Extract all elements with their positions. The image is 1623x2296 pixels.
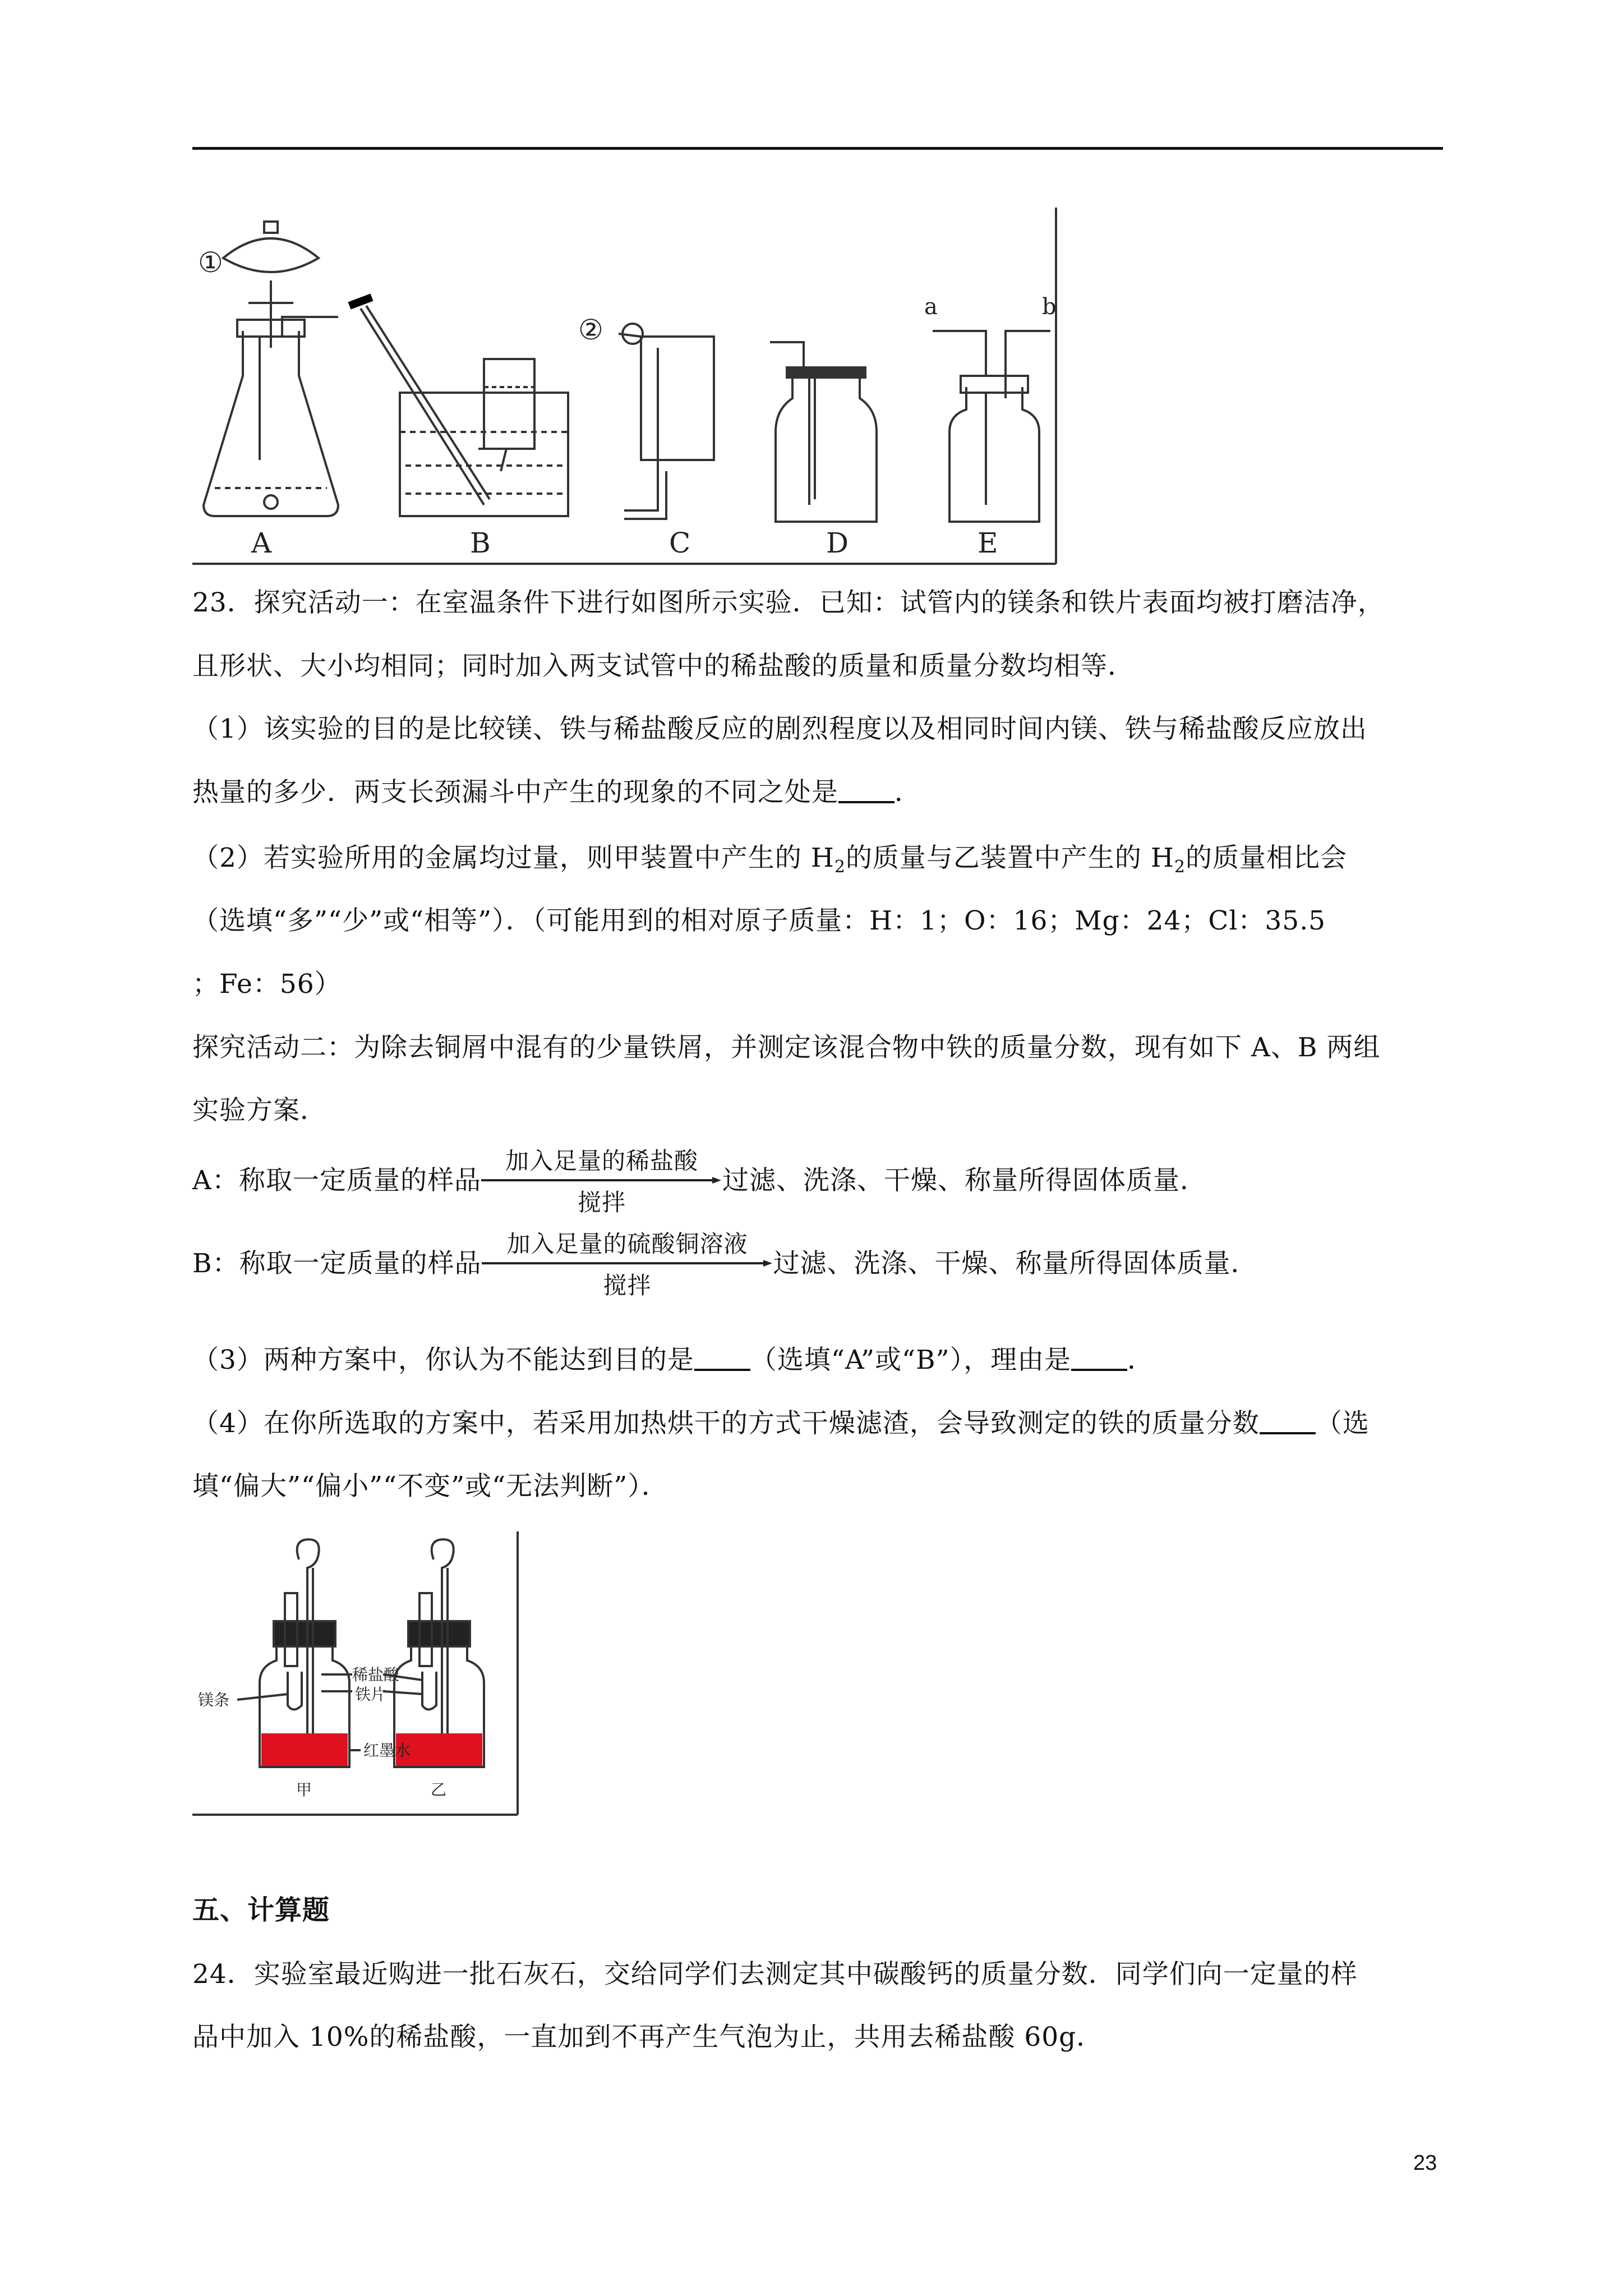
red-ink-jia — [261, 1733, 348, 1766]
label-dilute-hcl: 稀盐酸 — [352, 1665, 400, 1684]
plan-a-condition: 搅拌 — [577, 1189, 626, 1216]
label-jia: 甲 — [296, 1780, 312, 1799]
answer-blank-1[interactable] — [838, 779, 895, 803]
q23-part1-line2 — [192, 776, 921, 809]
answer-blank-4[interactable] — [1260, 1410, 1316, 1434]
q23-part2-text-b: 的质量与乙装置中产生的 H — [845, 843, 1174, 873]
q23-part1-text: 热量的多少．两支长颈漏斗中产生的现象的不同之处是 — [192, 777, 838, 808]
q23-part2-text-a: （2）若实验所用的金属均过量，则甲装置中产生的 H — [192, 843, 834, 873]
q23-part4-line2: 填“偏大”“偏小”“不变”或“无法判断”）． — [192, 1471, 668, 1502]
plan-a-steps: 过滤、洗涤、干燥、称量所得固体质量． — [722, 1165, 1207, 1196]
plan-a-prefix: A：称取一定质量的样品 — [192, 1165, 481, 1196]
q23-part2-line1 — [192, 841, 1347, 884]
arrow-icon — [482, 1259, 773, 1268]
q23-part4-text-a: （4）在你所选取的方案中，若采用加热烘干的方式干燥滤渣，会导致测定的铁的质量分数 — [192, 1408, 1260, 1439]
apparatus-figure — [192, 208, 1067, 567]
label-E: E — [978, 527, 998, 559]
q23-part1-end: ． — [895, 777, 921, 808]
q23-part3-end: ． — [1127, 1345, 1155, 1375]
label-A: A — [251, 527, 272, 559]
q23-intro-line2: 且形状、大小均相同；同时加入两支试管中的稀盐酸的质量和质量分数均相等． — [192, 651, 1135, 682]
label-mg-strip: 镁条 — [198, 1691, 230, 1709]
h2-subscript: 2 — [834, 857, 846, 877]
plan-a — [192, 1144, 1207, 1217]
label-red-ink: 红墨水 — [363, 1741, 411, 1760]
marker-1: ① — [198, 246, 223, 279]
marker-2: ② — [578, 314, 603, 346]
q24-line2: 品中加入 10%的稀盐酸，一直加到不再产生气泡为止，共用去稀盐酸 60g． — [192, 2022, 1104, 2053]
reaction-bottles-figure — [192, 1531, 520, 1818]
label-D: D — [826, 527, 849, 559]
q23-part4-line1 — [192, 1407, 1370, 1441]
activity2-line2: 实验方案． — [192, 1095, 327, 1126]
plan-b-condition: 搅拌 — [603, 1272, 652, 1299]
q23-intro-line1: 23．探究活动一：在室温条件下进行如图所示实验．已知：试管内的镁条和铁片表面均被打磨洁净， — [192, 587, 1385, 618]
q23-part2-line3: ；Fe：56） — [192, 969, 342, 1000]
label-B: B — [470, 527, 491, 559]
plan-a-arrow — [481, 1144, 722, 1217]
label-C: C — [669, 527, 691, 559]
plan-b — [192, 1227, 1258, 1300]
h2-subscript: 2 — [1174, 857, 1186, 877]
answer-blank-3b[interactable] — [1071, 1346, 1127, 1371]
header-rule — [192, 147, 1443, 150]
plan-a-reagent: 加入足量的稀盐酸 — [505, 1147, 698, 1175]
plan-b-steps: 过滤、洗涤、干燥、称量所得固体质量． — [773, 1248, 1258, 1279]
plan-b-arrow — [482, 1227, 773, 1300]
q23-part2-text-c: 的质量相比会 — [1185, 843, 1347, 873]
q23-part3 — [192, 1343, 1154, 1377]
section-title: 五、计算题 — [192, 1894, 330, 1926]
label-yi: 乙 — [431, 1780, 447, 1799]
q23-part3-text-b: （选填“A”或“B”），理由是 — [750, 1345, 1072, 1375]
port-a-label: a — [924, 294, 938, 320]
page-number: 23 — [1413, 2151, 1437, 2175]
plan-b-prefix: B：称取一定质量的样品 — [192, 1248, 482, 1279]
plan-b-reagent: 加入足量的硫酸铜溶液 — [506, 1230, 748, 1258]
q24-line1: 24．实验室最近购进一批石灰石，交给同学们去测定其中碳酸钙的质量分数．同学们向一定量的样 — [192, 1959, 1358, 1990]
q23-part2-line2: （选填“多”“少”或“相等”）．（可能用到的相对原子质量：H：1；O：16；Mg：24；Cl：35.5 — [192, 905, 1326, 936]
port-b-label: b — [1042, 294, 1057, 320]
label-iron-sheet: 铁片 — [355, 1685, 387, 1704]
q23-part1-line1: （1）该实验的目的是比较镁、铁与稀盐酸反应的剧烈程度以及相同时间内镁、铁与稀盐酸反应放出 — [192, 714, 1367, 744]
q23-part4-text-b: （选 — [1315, 1408, 1370, 1439]
answer-blank-3a[interactable] — [694, 1346, 750, 1371]
q23-part3-text-a: （3）两种方案中，你认为不能达到目的是 — [192, 1345, 694, 1375]
arrow-icon — [481, 1176, 722, 1185]
activity2-line1: 探究活动二：为除去铜屑中混有的少量铁屑，并测定该混合物中铁的质量分数，现有如下 A、B 两组 — [192, 1032, 1381, 1063]
